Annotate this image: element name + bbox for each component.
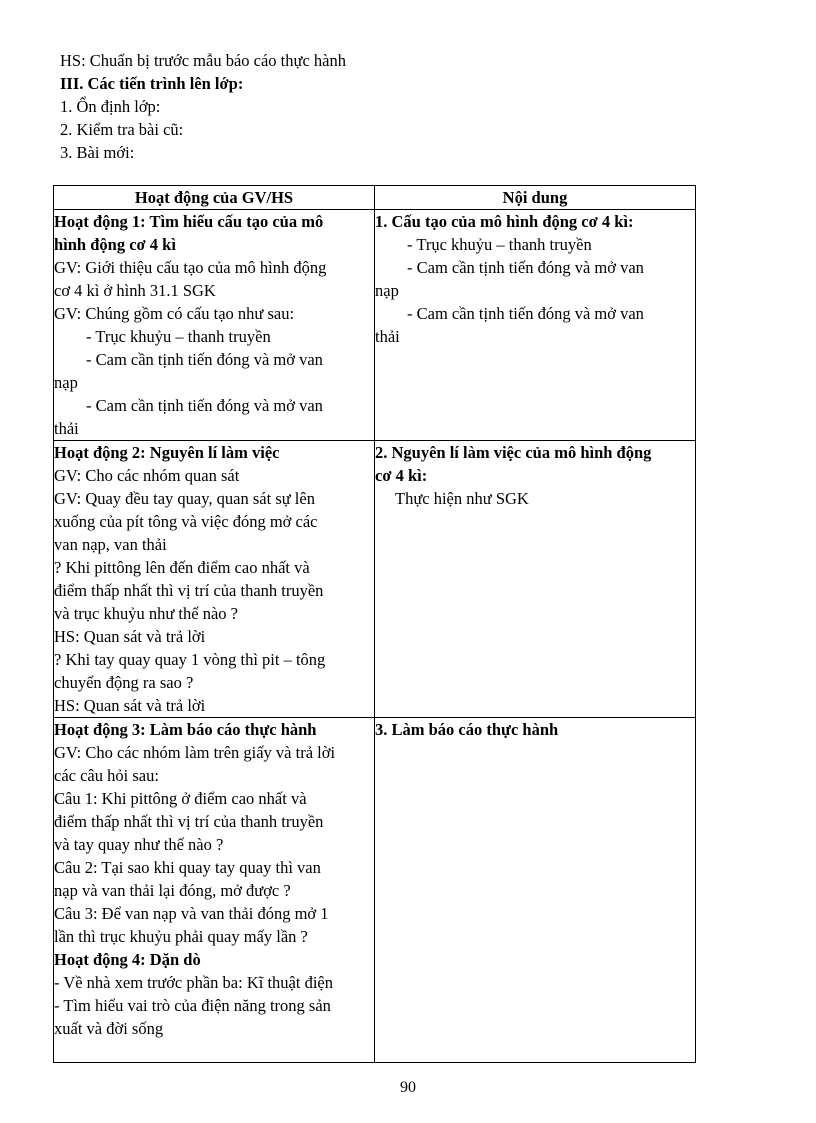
content-2-cell xyxy=(375,441,696,718)
text-line: - Về nhà xem trước phần ba: Kĩ thuật điện xyxy=(54,973,333,992)
lesson-table xyxy=(53,185,696,1063)
text-line: van nạp, van thải xyxy=(54,535,167,554)
question-line: ? Khi pittông lên đến điểm cao nhất và xyxy=(54,558,310,577)
text-line: xuất và đời sống xyxy=(54,1019,164,1038)
question-line: Câu 1: Khi pittông ở điểm cao nhất và xyxy=(54,789,307,808)
table-row xyxy=(54,441,696,718)
content-3-title: 3. Làm báo cáo thực hành xyxy=(375,720,559,739)
content-2-title-cont: cơ 4 kì: xyxy=(375,466,428,485)
header-activities: Hoạt động của GV/HS xyxy=(54,186,375,210)
bullet-item: - Cam cần tịnh tiến đóng và mở van xyxy=(407,258,644,277)
bullet-item-cont: nạp xyxy=(54,373,78,392)
bullet-item: - Cam cần tịnh tiến đóng và mở van xyxy=(407,304,644,323)
bullet-item: - Trục khuỷu – thanh truyền xyxy=(86,327,271,346)
answer-line: HS: Quan sát và trả lời xyxy=(54,627,206,646)
question-line: lần thì trục khuỷu phải quay mấy lần ? xyxy=(54,927,308,946)
section-heading: III. Các tiến trình lên lớp: xyxy=(60,74,244,93)
text-line: GV: Chúng gồm có cấu tạo như sau: xyxy=(54,304,295,323)
question-line: Câu 2: Tại sao khi quay tay quay thì van xyxy=(54,858,321,877)
content-1-title: 1. Cấu tạo của mô hình động cơ 4 kì: xyxy=(375,212,634,231)
text-line: GV: Cho các nhóm làm trên giấy và trả lời xyxy=(54,743,336,762)
activity-2-title: Hoạt động 2: Nguyên lí làm việc xyxy=(54,443,280,462)
step-2: 2. Kiểm tra bài cũ: xyxy=(60,120,184,139)
text-line: GV: Quay đều tay quay, quan sát sự lên xyxy=(54,489,315,508)
content-2-title: 2. Nguyên lí làm việc của mô hình động xyxy=(375,443,652,462)
text-line: cơ 4 kì ở hình 31.1 SGK xyxy=(54,281,216,300)
question-line: ? Khi tay quay quay 1 vòng thì pit – tông xyxy=(54,650,326,669)
content-3-cell xyxy=(375,718,696,1063)
text-line: GV: Giới thiệu cấu tạo của mô hình động xyxy=(54,258,327,277)
text-line: Thực hiện như SGK xyxy=(395,489,529,508)
table-header-row xyxy=(54,186,696,210)
activity-3-4-cell xyxy=(54,718,375,1063)
activity-1-title: Hoạt động 1: Tìm hiểu cấu tạo của mô xyxy=(54,212,324,231)
preparation-note: HS: Chuẩn bị trước mẫu báo cáo thực hành xyxy=(60,51,346,70)
question-line: nạp và van thải lại đóng, mở được ? xyxy=(54,881,291,900)
activity-3-title: Hoạt động 3: Làm báo cáo thực hành xyxy=(54,720,317,739)
bullet-item: - Cam cần tịnh tiến đóng và mở van xyxy=(86,350,323,369)
bullet-item: - Cam cần tịnh tiến đóng và mở van xyxy=(86,396,323,415)
question-line: và tay quay như thế nào ? xyxy=(54,835,224,854)
cell-spacer xyxy=(54,1040,372,1062)
question-line: Câu 3: Để van nạp và van thải đóng mở 1 xyxy=(54,904,329,923)
activity-1-cell xyxy=(54,210,375,441)
activity-1-title-cont: hình động cơ 4 kì xyxy=(54,235,176,254)
bullet-item-cont: nạp xyxy=(375,281,399,300)
question-line: điểm thấp nhất thì vị trí của thanh truyền xyxy=(54,812,324,831)
answer-line: HS: Quan sát và trả lời xyxy=(54,696,206,715)
text-line: xuống của pít tông và việc đóng mở các xyxy=(54,512,318,531)
step-3: 3. Bài mới: xyxy=(60,143,135,162)
question-line: điểm thấp nhất thì vị trí của thanh truyền xyxy=(54,581,324,600)
header-content: Nội dung xyxy=(375,186,696,210)
table-row xyxy=(54,718,696,1063)
question-line: và trục khuỷu như thế nào ? xyxy=(54,604,238,623)
text-line: các câu hỏi sau: xyxy=(54,766,159,785)
text-line: GV: Cho các nhóm quan sát xyxy=(54,466,240,485)
activity-4-title: Hoạt động 4: Dặn dò xyxy=(54,950,201,969)
content-1-cell xyxy=(375,210,696,441)
table-row xyxy=(54,210,696,441)
step-1: 1. Ổn định lớp: xyxy=(60,97,161,116)
bullet-item: - Trục khuỷu – thanh truyền xyxy=(407,235,592,254)
text-line: - Tìm hiểu vai trò của điện năng trong sản xyxy=(54,996,331,1015)
question-line: chuyển động ra sao ? xyxy=(54,673,194,692)
bullet-item-cont: thải xyxy=(375,327,400,346)
intro-section xyxy=(60,49,740,164)
page-number: 90 xyxy=(400,1079,416,1096)
activity-2-cell xyxy=(54,441,375,718)
bullet-item-cont: thải xyxy=(54,419,79,438)
